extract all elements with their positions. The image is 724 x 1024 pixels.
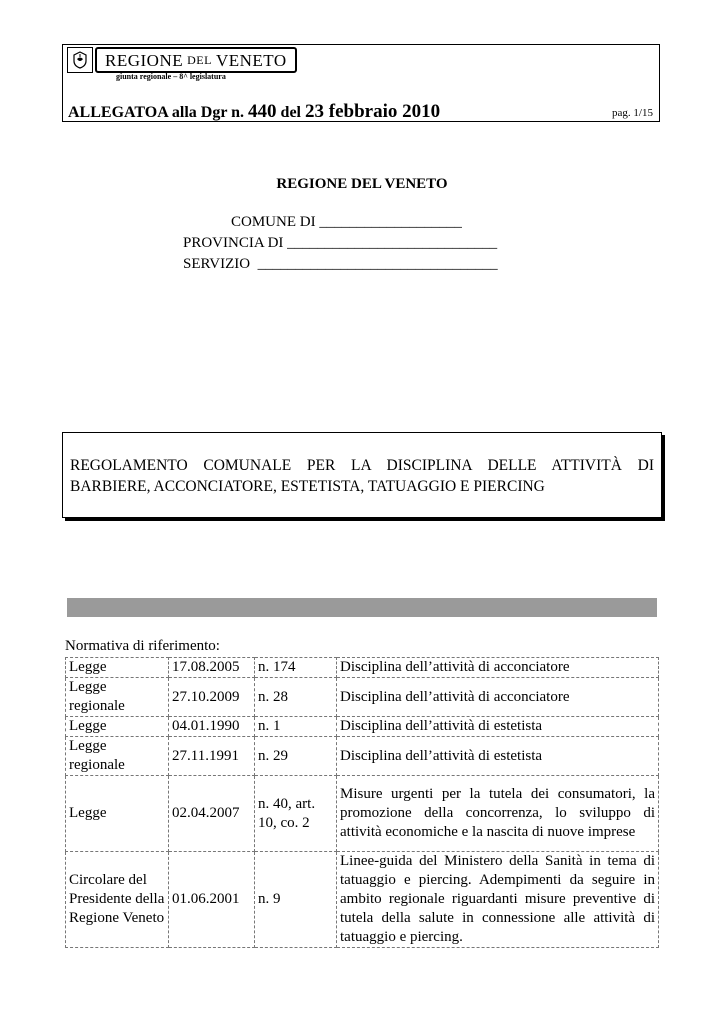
cell-data: 01.06.2001 (169, 852, 255, 948)
giunta-legislatura: giunta regionale – 8^ legislatura (116, 72, 226, 81)
table-row (66, 852, 659, 948)
cell-tipo: Legge regionale (66, 737, 169, 776)
cell-tipo: Legge (66, 658, 169, 678)
comune-field: COMUNE DI ___________________ (231, 214, 462, 230)
cell-numero: n. 1 (255, 717, 337, 737)
document-header (62, 44, 660, 122)
regolamento-title-box (62, 432, 662, 518)
cell-numero: n. 9 (255, 852, 337, 948)
normativa-table (65, 657, 659, 948)
cell-data: 04.01.1990 (169, 717, 255, 737)
cell-tipo: Legge regionale (66, 678, 169, 717)
region-logo (67, 47, 297, 73)
cell-descrizione: Disciplina dell’attività di acconciatore (337, 678, 659, 717)
logo-regione: REGIONE (105, 50, 184, 70)
table-row (66, 678, 659, 717)
cell-data: 17.08.2005 (169, 658, 255, 678)
cell-numero: n. 29 (255, 737, 337, 776)
servizio-field: SERVIZIO ________________________________ (183, 256, 498, 272)
table-row (66, 737, 659, 776)
cell-data: 02.04.2007 (169, 776, 255, 852)
cell-descrizione: Disciplina dell’attività di acconciatore (337, 658, 659, 678)
normativa-label: Normativa di riferimento: (65, 638, 220, 654)
region-logo-text (95, 47, 297, 73)
cell-numero: n. 28 (255, 678, 337, 717)
cell-numero: n. 174 (255, 658, 337, 678)
cell-tipo: Legge (66, 776, 169, 852)
logo-veneto: VENETO (215, 50, 287, 70)
cell-tipo: Legge (66, 717, 169, 737)
dgr-date: 23 febbraio 2010 (305, 101, 441, 122)
dgr-number: 440 (248, 101, 277, 122)
cell-tipo: Circolare del Presidente della Regione Veneto (66, 852, 169, 948)
page-title: REGIONE DEL VENETO (276, 176, 448, 192)
regional-emblem-icon (67, 47, 93, 73)
cell-descrizione: Disciplina dell’attività di estetista (337, 737, 659, 776)
table-row (66, 776, 659, 852)
cell-data: 27.10.2009 (169, 678, 255, 717)
del-word: del (280, 104, 301, 121)
allegato-prefix: ALLEGATOA alla Dgr n. (68, 104, 245, 121)
cell-descrizione: Disciplina dell’attività di estetista (337, 717, 659, 737)
cell-data: 27.11.1991 (169, 737, 255, 776)
cell-descrizione: Linee-guida del Ministero della Sanità in tema di tatuaggio e piercing. Adempimenti da seguire in ambito regionale riguardanti misure preventive di tutela della salute in connessione alle attività di tatuaggio e piercing. (337, 852, 659, 948)
table-row (66, 658, 659, 678)
allegato-title (68, 101, 440, 123)
section-divider-bar (67, 598, 657, 617)
regolamento-title: REGOLAMENTO COMUNALE PER LA DISCIPLINA DELLE ATTIVITÀ DI BARBIERE, ACCONCIATORE, ESTETISTA, TATUAGGIO E PIERCING (70, 457, 654, 495)
table-row (66, 717, 659, 737)
cell-descrizione: Misure urgenti per la tutela dei consumatori, la promozione della concorrenza, lo sviluppo di attività economiche e la nascita di nuove imprese (337, 776, 659, 852)
provincia-field: PROVINCIA DI ____________________________ (183, 235, 498, 251)
page-number: pag. 1/15 (612, 107, 653, 119)
logo-del: DEL (187, 53, 212, 67)
cell-numero: n. 40, art. 10, co. 2 (255, 776, 337, 852)
